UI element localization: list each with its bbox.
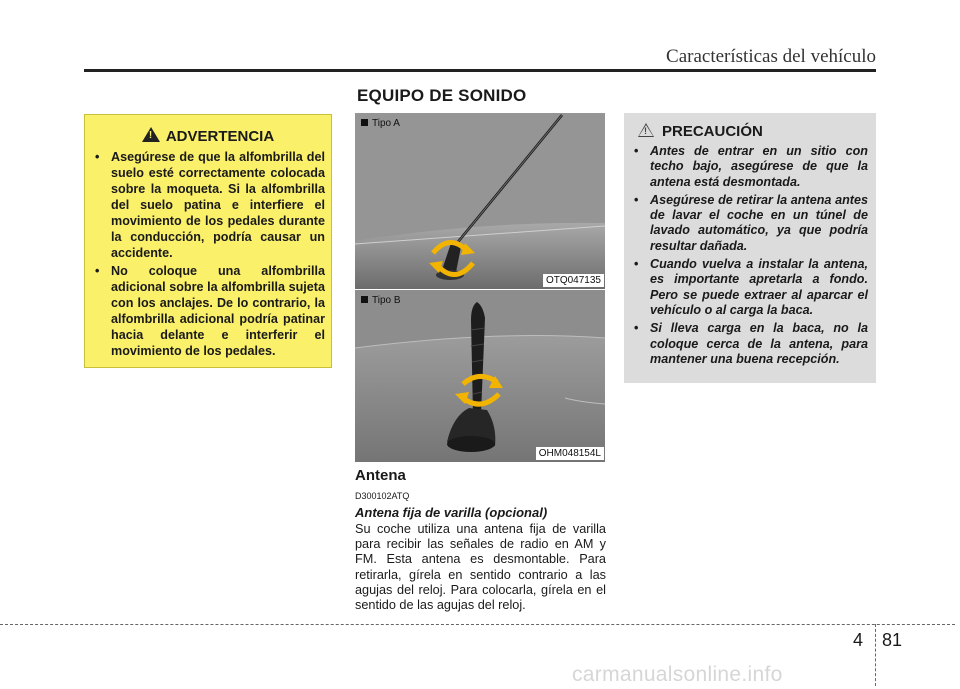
warning-list xyxy=(93,149,325,361)
image-label xyxy=(361,295,401,306)
header-title: Características del vehículo xyxy=(666,46,876,67)
image-code: OHM048154L xyxy=(536,447,604,460)
warning-title: ADVERTENCIA xyxy=(165,128,275,145)
footer-rule xyxy=(0,624,955,625)
antenna-subheading: Antena fija de varilla (opcional) xyxy=(355,505,548,520)
caution-list xyxy=(632,144,868,370)
caution-item: • Antes de entrar en un sitio con techo bajo, asegúrese de que la antena está desmontada. xyxy=(632,144,868,190)
antenna-image-type-a xyxy=(355,113,605,289)
caution-title: PRECAUCIÓN xyxy=(662,123,763,140)
antenna-heading: Antena xyxy=(355,467,406,484)
square-bullet-icon xyxy=(361,119,368,126)
header-rule xyxy=(84,69,876,72)
watermark-text: carmanualsonline.info xyxy=(572,663,783,686)
caution-header xyxy=(638,123,763,140)
chapter-number: 4 xyxy=(853,630,864,650)
image-label-text: Tipo A xyxy=(372,118,400,129)
antenna-b-illustration xyxy=(355,290,605,462)
warning-triangle-icon xyxy=(142,127,160,142)
antenna-paragraph: Su coche utiliza una antena fija de varilla para recibir las señales de radio en AM y FM. Esta antena es desmontable. Para retirarla, gírela en sentido contrario a las agujas del reloj. Para colocarla, gírela en el sentido de las agujas del reloj. xyxy=(355,522,606,613)
square-bullet-icon xyxy=(361,296,368,303)
warning-item: • Asegúrese de que la alfombrilla del suelo esté correctamente colocada sobre la moqueta. Si la alfombrilla del suelo patina e interfiere el movimiento de los pedales durante la conducción, podría causar un accidente. xyxy=(93,149,325,261)
caution-item: • Asegúrese de retirar la antena antes de lavar el coche en un túnel de lavado automático, ya que podría resultar dañada. xyxy=(632,193,868,254)
antenna-a-illustration xyxy=(355,113,605,289)
image-code: OTQ047135 xyxy=(543,274,604,287)
page-separator xyxy=(875,624,876,686)
section-title: EQUIPO DE SONIDO xyxy=(357,86,527,105)
warning-box xyxy=(84,114,332,368)
caution-item: • Si lleva carga en la baca, no la coloque cerca de la antena, para mantener una buena recepción. xyxy=(632,321,868,367)
caution-triangle-icon xyxy=(638,123,654,137)
antenna-image-type-b xyxy=(355,290,605,462)
page-number: 81 xyxy=(882,630,903,650)
warning-header xyxy=(85,127,331,145)
warning-item: • No coloque una alfombrilla adicional sobre la alfombrilla sujeta con los anclajes. De lo contrario, la alfombrilla adicional podría patinar hacia delante e interferir el movimiento de los pedales. xyxy=(93,263,325,359)
caution-item: • Cuando vuelva a instalar la antena, es importante apretarla a fondo. Pero se puede extraer al aparcar el vehículo o al carga la baca. xyxy=(632,257,868,318)
reference-code: D300102ATQ xyxy=(355,491,410,501)
image-label xyxy=(361,118,400,129)
caution-box xyxy=(624,113,876,383)
image-label-text: Tipo B xyxy=(372,295,401,306)
